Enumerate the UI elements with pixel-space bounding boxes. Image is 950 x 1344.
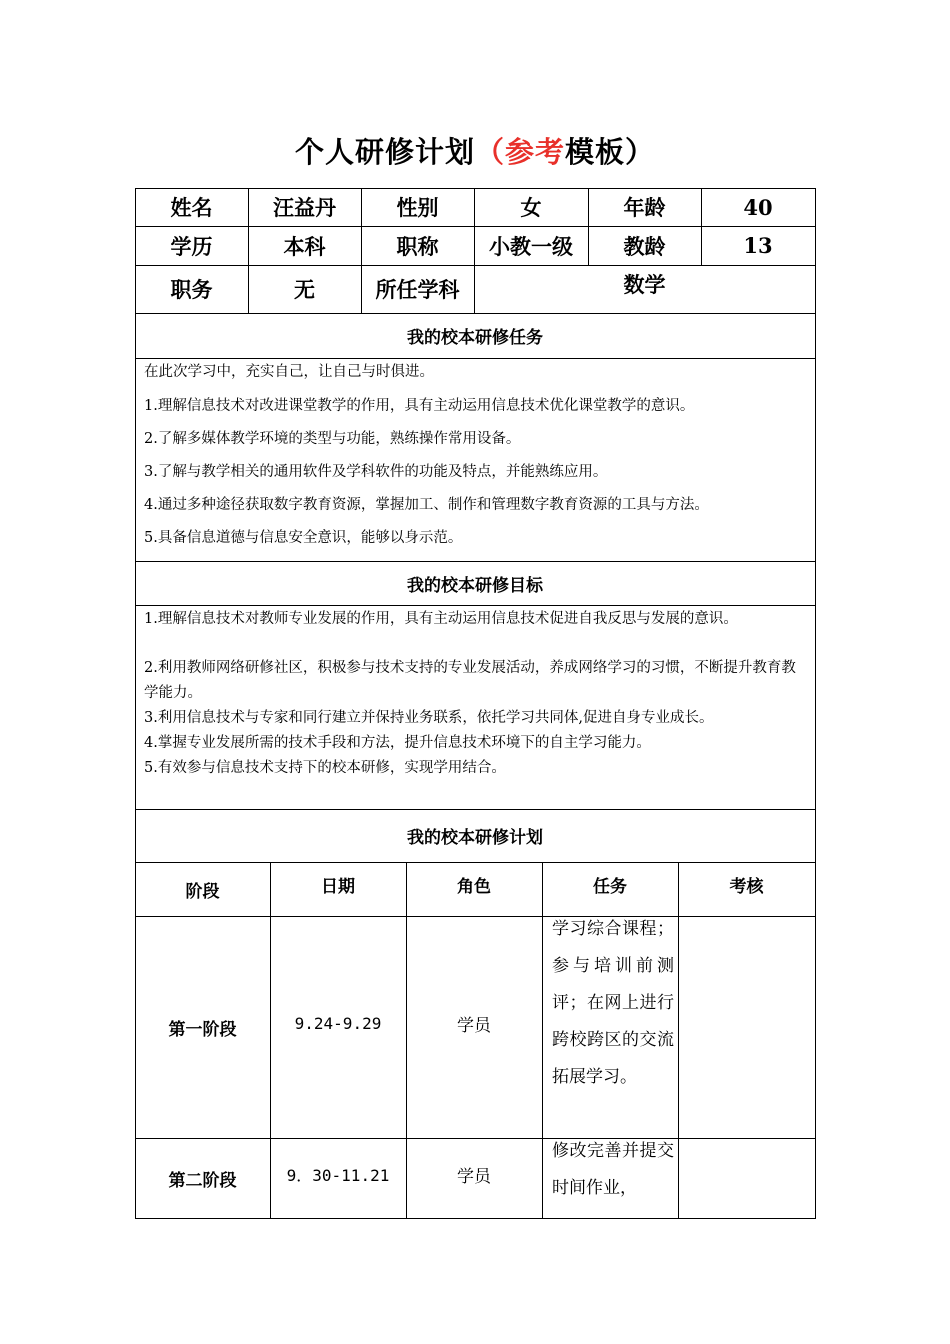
name-value: 汪益丹 — [273, 195, 336, 220]
tasks-line: 5.具备信息道德与信息安全意识，能够以身示范。 — [144, 530, 463, 546]
goals-line: 3.利用信息技术与专家和同行建立并保持业务联系，依托学习共同体,促进自身专业成长。 — [144, 710, 714, 726]
assessment-cell — [678, 916, 815, 1138]
subject-value: 数学 — [623, 272, 666, 297]
column-header-date: 日期 — [321, 876, 355, 897]
goals-line: 2.利用教师网络研修社区，积极参与技术支持的专业发展活动，养成网络学习的习惯，不断提升教育教学能力。 — [144, 660, 796, 701]
stage-cell: 第二阶段 — [168, 1170, 237, 1191]
tasks-line: 2.了解多媒体教学环境的类型与功能，熟练操作常用设备。 — [144, 431, 521, 447]
role-cell: 学员 — [457, 1166, 491, 1187]
column-header-role: 角色 — [457, 876, 491, 897]
task-cell: 学习综合课程；参与培训前测评；在网上进行跨校跨区的交流拓展学习。 — [552, 919, 674, 1087]
age-value: 40 — [743, 194, 773, 220]
name-label: 姓名 — [170, 195, 213, 220]
tasks-line: 3.了解与教学相关的通用软件及学科软件的功能及特点，并能熟练应用。 — [144, 464, 608, 480]
stage-cell: 第一阶段 — [168, 1019, 237, 1040]
duty-value: 无 — [294, 277, 315, 302]
goals-line: 4.掌握专业发展所需的技术手段和方法，提升信息技术环境下的自主学习能力。 — [144, 735, 651, 751]
goals-line: 5.有效参与信息技术支持下的校本研修，实现学用结合。 — [144, 760, 506, 776]
gender-value: 女 — [520, 195, 542, 220]
task-cell: 修改完善并提交时间作业， — [552, 1141, 674, 1198]
tasks-line: 4.通过多种途径获取数字教育资源，掌握加工、制作和管理数字教育资源的工具与方法。 — [144, 497, 709, 513]
tasks-line: 1.理解信息技术对改进课堂教学的作用，具有主动运用信息技术优化课堂教学的意识。 — [144, 398, 695, 414]
teaching-years-label: 教龄 — [623, 233, 666, 259]
column-header-task: 任务 — [593, 876, 627, 897]
age-label: 年龄 — [623, 195, 666, 220]
tasks-line: 在此次学习中，充实自己，让自己与时俱进。 — [144, 364, 434, 380]
duty-label: 职务 — [170, 277, 213, 302]
title-rank-value: 小教一级 — [489, 233, 573, 259]
teaching-years-value: 13 — [743, 233, 773, 258]
gender-label: 性别 — [396, 195, 439, 220]
column-header-stage: 阶段 — [185, 881, 220, 902]
plan-heading: 我的校本研修计划 — [407, 828, 543, 848]
goals-line: 1.理解信息技术对教师专业发展的作用，具有主动运用信息技术促进自我反思与发展的意识。 — [144, 611, 738, 627]
goals-heading: 我的校本研修目标 — [407, 575, 543, 596]
column-header-assessment: 考核 — [729, 876, 764, 897]
date-cell: 9．30-11.21 — [286, 1165, 390, 1185]
assessment-cell — [678, 1138, 815, 1218]
education-value: 本科 — [283, 233, 326, 259]
subject-label: 所任学科 — [375, 277, 460, 302]
title-rank-label: 职称 — [396, 233, 439, 259]
tasks-heading: 我的校本研修任务 — [407, 328, 543, 348]
title-red-text: （参考 — [474, 135, 566, 169]
date-cell: 9.24-9.29 — [294, 1013, 382, 1033]
role-cell: 学员 — [457, 1015, 491, 1036]
education-label: 学历 — [170, 233, 213, 259]
page-title: 个人研修计划（参考模板） — [294, 135, 656, 169]
